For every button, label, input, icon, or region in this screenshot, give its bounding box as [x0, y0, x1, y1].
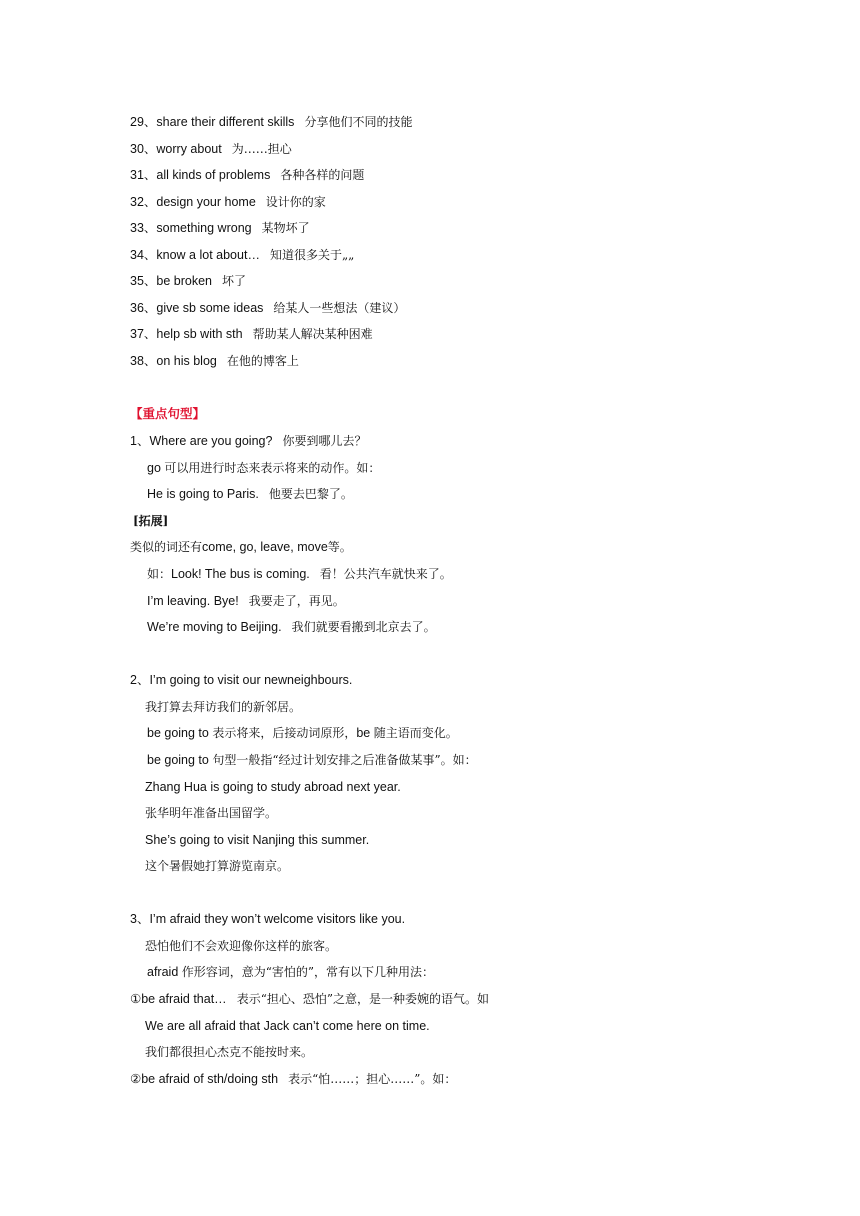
vocab-item: 32、design your home 设计你的家: [130, 195, 326, 209]
vocab-item: 38、on his blog 在他的博客上: [130, 354, 299, 368]
expand-text: 类似的词还有come, go, leave, move等。: [130, 540, 352, 554]
sentence-2-example-translation: 这个暑假她打算游览南京。: [145, 859, 290, 873]
sentence-3-translation: 恐怕他们不会欢迎像你这样的旅客。: [145, 939, 338, 953]
usage-1: ①be afraid that… 表示“担心、恐怕”之意，是一种委婉的语气。如: [130, 992, 489, 1006]
expand-example: 如：Look! The bus is coming. 看！公共汽车就快来了。: [147, 567, 452, 581]
sentence-2-note: be going to 句型一般指“经过计划安排之后准备做某事”。如：: [147, 753, 477, 767]
sentence-1-title: 1、Where are you going? 你要到哪儿去？: [130, 434, 367, 448]
vocab-item: 35、be broken 坏了: [130, 274, 247, 288]
sentence-2-note: be going to 表示将来，后接动词原形，be 随主语而变化。: [147, 726, 458, 740]
usage-1-example: We are all afraid that Jack can’t come here on time.: [145, 1019, 430, 1033]
sentence-2-translation: 我打算去拜访我们的新邻居。: [145, 700, 302, 714]
usage-2: ②be afraid of sth/doing sth 表示“怕……；担心……”。如：: [130, 1072, 457, 1086]
expand-label: [拓展]: [133, 514, 169, 528]
expand-example: I’m leaving. Bye! 我要走了，再见。: [147, 594, 345, 608]
usage-1-example-translation: 我们都很担心杰克不能按时来。: [145, 1045, 314, 1059]
vocab-item: 33、something wrong 某物坏了: [130, 221, 310, 235]
vocab-item: 36、give sb some ideas 给某人一些想法（建议）: [130, 301, 406, 315]
expand-example: We’re moving to Beijing. 我们就要看搬到北京去了。: [147, 620, 436, 634]
vocab-item: 37、help sb with sth 帮助某人解决某种困难: [130, 327, 373, 341]
sentence-3-note: afraid 作形容词，意为“害怕的”，常有以下几种用法：: [147, 965, 435, 979]
sentence-2-example: Zhang Hua is going to study abroad next year.: [145, 780, 401, 794]
sentence-2-example-translation: 张华明年准备出国留学。: [145, 806, 278, 820]
vocab-item: 34、know a lot about… 知道很多关于„„: [130, 248, 355, 262]
vocab-item: 30、worry about 为……担心: [130, 142, 292, 156]
sentence-3-title: 3、I’m afraid they won’t welcome visitors like you.: [130, 912, 406, 926]
sentence-1-note: go 可以用进行时态来表示将来的动作。如：: [147, 461, 381, 475]
vocab-item: 29、share their different skills 分享他们不同的技能: [130, 115, 413, 129]
vocab-item: 31、all kinds of problems 各种各样的问题: [130, 168, 365, 182]
sentence-2-example: She’s going to visit Nanjing this summer.: [145, 833, 370, 847]
sentence-2-title: 2、I’m going to visit our newneighbours.: [130, 673, 353, 687]
sentence-1-example: He is going to Paris. 他要去巴黎了。: [147, 487, 353, 501]
section-heading: 【重点句型】: [130, 406, 206, 421]
